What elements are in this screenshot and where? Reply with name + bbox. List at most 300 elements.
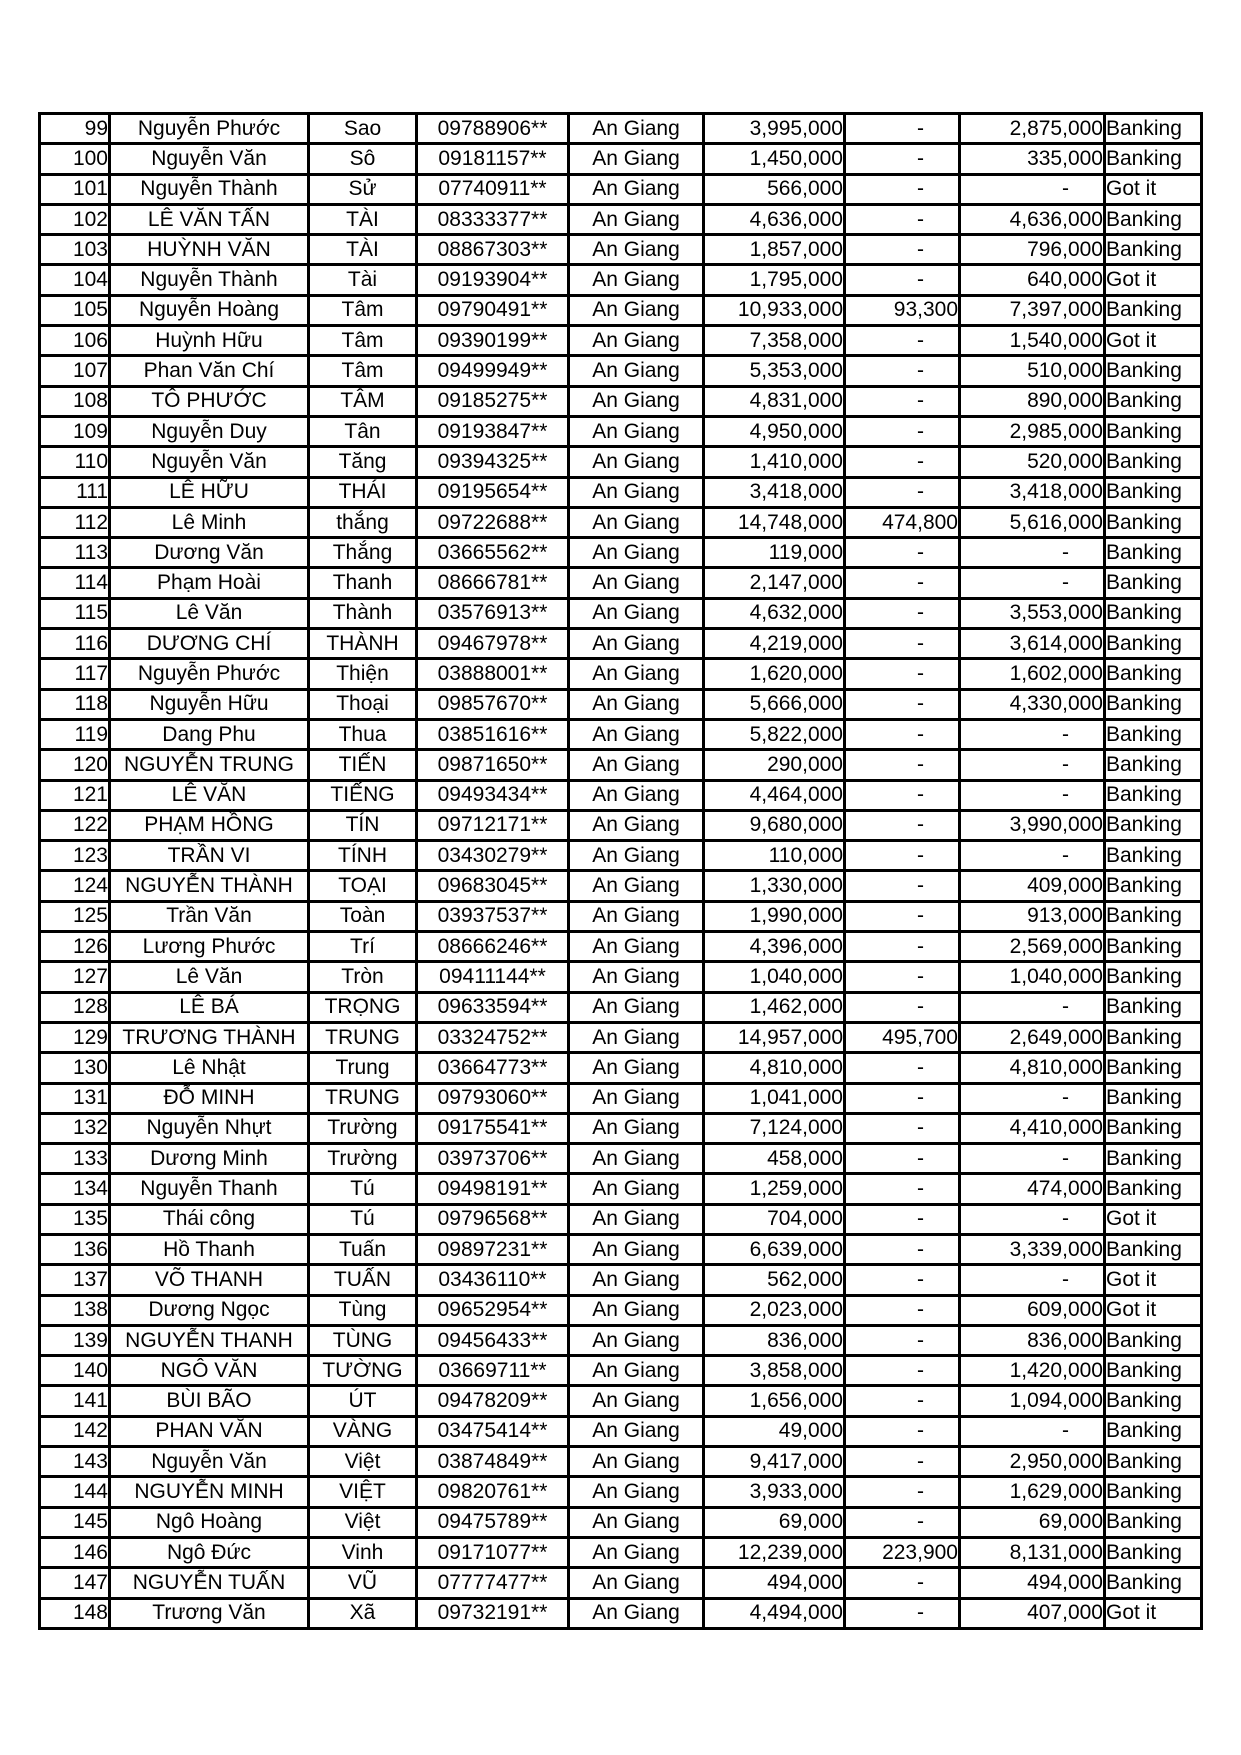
table-row — [40, 1507, 1202, 1537]
given-name-cell: Tú — [309, 1174, 417, 1204]
status-cell: Got it — [1105, 1265, 1202, 1295]
amount1-cell: 3,858,000 — [704, 1356, 845, 1386]
amount3-cell: 510,000 — [960, 356, 1105, 386]
family-name-cell: DƯƠNG CHÍ — [110, 629, 309, 659]
phone-cell: 03888001** — [417, 659, 569, 689]
table-row — [40, 962, 1202, 992]
row-number-cell: 116 — [40, 629, 110, 659]
given-name-cell: Tùng — [309, 1295, 417, 1325]
given-name-cell: VÀNG — [309, 1416, 417, 1446]
status-cell: Banking — [1105, 235, 1202, 265]
amount1-cell: 1,656,000 — [704, 1386, 845, 1416]
amount1-cell: 3,933,000 — [704, 1477, 845, 1507]
amount2-cell: - — [845, 1507, 960, 1537]
status-cell: Banking — [1105, 1053, 1202, 1083]
phone-cell: 08867303** — [417, 235, 569, 265]
table-row — [40, 841, 1202, 871]
row-number-cell: 109 — [40, 416, 110, 446]
family-name-cell: TÔ PHƯỚC — [110, 386, 309, 416]
province-cell: An Giang — [569, 1174, 704, 1204]
table-row — [40, 901, 1202, 931]
status-cell: Banking — [1105, 992, 1202, 1022]
amount3-cell: 2,649,000 — [960, 1022, 1105, 1052]
amount2-cell: - — [845, 1174, 960, 1204]
amount2-cell: - — [845, 326, 960, 356]
given-name-cell: Sô — [309, 144, 417, 174]
family-name-cell: Nguyễn Thành — [110, 265, 309, 295]
phone-cell: 09394325** — [417, 447, 569, 477]
amount1-cell: 1,040,000 — [704, 962, 845, 992]
phone-cell: 09175541** — [417, 1113, 569, 1143]
province-cell: An Giang — [569, 1386, 704, 1416]
phone-cell: 08666781** — [417, 568, 569, 598]
phone-cell: 09193847** — [417, 416, 569, 446]
table-row — [40, 689, 1202, 719]
given-name-cell: TÀI — [309, 235, 417, 265]
amount3-cell: 7,397,000 — [960, 295, 1105, 325]
amount3-cell: 2,569,000 — [960, 932, 1105, 962]
family-name-cell: ĐỖ MINH — [110, 1083, 309, 1113]
table-row — [40, 598, 1202, 628]
family-name-cell: LÊ VĂN — [110, 780, 309, 810]
province-cell: An Giang — [569, 719, 704, 749]
family-name-cell: Hồ Thanh — [110, 1234, 309, 1264]
phone-cell: 09478209** — [417, 1386, 569, 1416]
amount3-cell: 1,540,000 — [960, 326, 1105, 356]
phone-cell: 09732191** — [417, 1598, 569, 1628]
province-cell: An Giang — [569, 144, 704, 174]
amount3-cell: 2,985,000 — [960, 416, 1105, 446]
given-name-cell: TIẾNG — [309, 780, 417, 810]
row-number-cell: 114 — [40, 568, 110, 598]
phone-cell: 03973706** — [417, 1144, 569, 1174]
given-name-cell: Việt — [309, 1507, 417, 1537]
given-name-cell: TÍNH — [309, 841, 417, 871]
table-row — [40, 1447, 1202, 1477]
family-name-cell: PHAN VĂN — [110, 1416, 309, 1446]
given-name-cell: Sao — [309, 114, 417, 144]
amount2-cell: - — [845, 659, 960, 689]
table-row — [40, 1386, 1202, 1416]
given-name-cell: ÚT — [309, 1386, 417, 1416]
province-cell: An Giang — [569, 447, 704, 477]
status-cell: Banking — [1105, 477, 1202, 507]
amount2-cell: - — [845, 1204, 960, 1234]
family-name-cell: Phan Văn Chí — [110, 356, 309, 386]
status-cell: Banking — [1105, 780, 1202, 810]
amount3-cell: - — [960, 750, 1105, 780]
table-row — [40, 1204, 1202, 1234]
amount1-cell: 10,933,000 — [704, 295, 845, 325]
amount1-cell: 9,680,000 — [704, 810, 845, 840]
row-number-cell: 148 — [40, 1598, 110, 1628]
table-row — [40, 1537, 1202, 1567]
given-name-cell: Thanh — [309, 568, 417, 598]
status-cell: Banking — [1105, 1507, 1202, 1537]
amount1-cell: 1,990,000 — [704, 901, 845, 931]
family-name-cell: Nguyễn Văn — [110, 144, 309, 174]
table-row — [40, 235, 1202, 265]
amount2-cell: - — [845, 114, 960, 144]
phone-cell: 09467978** — [417, 629, 569, 659]
status-cell: Banking — [1105, 1325, 1202, 1355]
given-name-cell: Tròn — [309, 962, 417, 992]
given-name-cell: Tuấn — [309, 1234, 417, 1264]
row-number-cell: 134 — [40, 1174, 110, 1204]
given-name-cell: Tài — [309, 265, 417, 295]
province-cell: An Giang — [569, 507, 704, 537]
amount1-cell: 110,000 — [704, 841, 845, 871]
row-number-cell: 133 — [40, 1144, 110, 1174]
status-cell: Banking — [1105, 901, 1202, 931]
amount3-cell: 4,810,000 — [960, 1053, 1105, 1083]
phone-cell: 09411144** — [417, 962, 569, 992]
amount1-cell: 14,957,000 — [704, 1022, 845, 1052]
table-row — [40, 447, 1202, 477]
amount2-cell: - — [845, 962, 960, 992]
row-number-cell: 119 — [40, 719, 110, 749]
row-number-cell: 136 — [40, 1234, 110, 1264]
province-cell: An Giang — [569, 1416, 704, 1446]
phone-cell: 09712171** — [417, 810, 569, 840]
table-row — [40, 1295, 1202, 1325]
phone-cell: 03669711** — [417, 1356, 569, 1386]
amount2-cell: - — [845, 1477, 960, 1507]
amount1-cell: 566,000 — [704, 174, 845, 204]
family-name-cell: NGUYỄN MINH — [110, 1477, 309, 1507]
row-number-cell: 115 — [40, 598, 110, 628]
province-cell: An Giang — [569, 1113, 704, 1143]
row-number-cell: 101 — [40, 174, 110, 204]
row-number-cell: 129 — [40, 1022, 110, 1052]
amount3-cell: 609,000 — [960, 1295, 1105, 1325]
amount2-cell: - — [845, 1568, 960, 1598]
amount3-cell: 407,000 — [960, 1598, 1105, 1628]
table-row — [40, 932, 1202, 962]
row-number-cell: 135 — [40, 1204, 110, 1234]
phone-cell: 09796568** — [417, 1204, 569, 1234]
amount2-cell: - — [845, 841, 960, 871]
amount2-cell: - — [845, 719, 960, 749]
amount1-cell: 4,632,000 — [704, 598, 845, 628]
family-name-cell: Dương Văn — [110, 538, 309, 568]
row-number-cell: 140 — [40, 1356, 110, 1386]
table-row — [40, 1416, 1202, 1446]
amount2-cell: - — [845, 750, 960, 780]
family-name-cell: Dương Minh — [110, 1144, 309, 1174]
table-row — [40, 750, 1202, 780]
status-cell: Banking — [1105, 598, 1202, 628]
status-cell: Banking — [1105, 204, 1202, 234]
amount2-cell: - — [845, 1234, 960, 1264]
given-name-cell: Xã — [309, 1598, 417, 1628]
amount2-cell: - — [845, 204, 960, 234]
amount3-cell: 69,000 — [960, 1507, 1105, 1537]
amount2-cell: - — [845, 810, 960, 840]
province-cell: An Giang — [569, 326, 704, 356]
given-name-cell: TRUNG — [309, 1083, 417, 1113]
amount2-cell: - — [845, 1083, 960, 1113]
province-cell: An Giang — [569, 1234, 704, 1264]
status-cell: Banking — [1105, 1113, 1202, 1143]
given-name-cell: Tâm — [309, 326, 417, 356]
status-cell: Banking — [1105, 1144, 1202, 1174]
amount1-cell: 3,418,000 — [704, 477, 845, 507]
province-cell: An Giang — [569, 841, 704, 871]
province-cell: An Giang — [569, 568, 704, 598]
given-name-cell: TÙNG — [309, 1325, 417, 1355]
row-number-cell: 102 — [40, 204, 110, 234]
status-cell: Banking — [1105, 507, 1202, 537]
amount3-cell: - — [960, 1204, 1105, 1234]
phone-cell: 09788906** — [417, 114, 569, 144]
row-number-cell: 103 — [40, 235, 110, 265]
given-name-cell: THÀNH — [309, 629, 417, 659]
given-name-cell: Trường — [309, 1113, 417, 1143]
family-name-cell: Nguyễn Hữu — [110, 689, 309, 719]
amount3-cell: 2,950,000 — [960, 1447, 1105, 1477]
phone-cell: 09722688** — [417, 507, 569, 537]
family-name-cell: Nguyễn Văn — [110, 447, 309, 477]
amount1-cell: 4,831,000 — [704, 386, 845, 416]
amount3-cell: 3,990,000 — [960, 810, 1105, 840]
family-name-cell: Nguyễn Hoàng — [110, 295, 309, 325]
given-name-cell: TÍN — [309, 810, 417, 840]
amount3-cell: - — [960, 780, 1105, 810]
amount2-cell: - — [845, 235, 960, 265]
amount3-cell: 409,000 — [960, 871, 1105, 901]
amount2-cell: - — [845, 416, 960, 446]
given-name-cell: Toàn — [309, 901, 417, 931]
province-cell: An Giang — [569, 1265, 704, 1295]
row-number-cell: 132 — [40, 1113, 110, 1143]
table-row — [40, 295, 1202, 325]
given-name-cell: Thiện — [309, 659, 417, 689]
row-number-cell: 130 — [40, 1053, 110, 1083]
amount3-cell: 796,000 — [960, 235, 1105, 265]
family-name-cell: Lê Văn — [110, 962, 309, 992]
amount2-cell: - — [845, 144, 960, 174]
table-row — [40, 1325, 1202, 1355]
amount3-cell: 2,875,000 — [960, 114, 1105, 144]
given-name-cell: Tâm — [309, 356, 417, 386]
table-row — [40, 114, 1202, 144]
amount2-cell: - — [845, 1325, 960, 1355]
amount1-cell: 4,396,000 — [704, 932, 845, 962]
given-name-cell: THÁI — [309, 477, 417, 507]
table-row — [40, 204, 1202, 234]
given-name-cell: Tăng — [309, 447, 417, 477]
row-number-cell: 106 — [40, 326, 110, 356]
province-cell: An Giang — [569, 1507, 704, 1537]
table-row — [40, 810, 1202, 840]
given-name-cell: Tân — [309, 416, 417, 446]
amount2-cell: - — [845, 1386, 960, 1416]
phone-cell: 08333377** — [417, 204, 569, 234]
province-cell: An Giang — [569, 1537, 704, 1567]
status-cell: Banking — [1105, 1083, 1202, 1113]
province-cell: An Giang — [569, 598, 704, 628]
province-cell: An Giang — [569, 1356, 704, 1386]
family-name-cell: LÊ HỮU — [110, 477, 309, 507]
phone-cell: 09652954** — [417, 1295, 569, 1325]
family-name-cell: Dang Phu — [110, 719, 309, 749]
province-cell: An Giang — [569, 1053, 704, 1083]
amount1-cell: 1,795,000 — [704, 265, 845, 295]
row-number-cell: 108 — [40, 386, 110, 416]
province-cell: An Giang — [569, 1295, 704, 1325]
family-name-cell: Nguyễn Văn — [110, 1447, 309, 1477]
status-cell: Got it — [1105, 1204, 1202, 1234]
phone-cell: 09897231** — [417, 1234, 569, 1264]
family-name-cell: VÕ THANH — [110, 1265, 309, 1295]
province-cell: An Giang — [569, 235, 704, 265]
province-cell: An Giang — [569, 1325, 704, 1355]
table-row — [40, 1356, 1202, 1386]
status-cell: Banking — [1105, 568, 1202, 598]
province-cell: An Giang — [569, 538, 704, 568]
province-cell: An Giang — [569, 629, 704, 659]
row-number-cell: 131 — [40, 1083, 110, 1113]
given-name-cell: TOẠI — [309, 871, 417, 901]
phone-cell: 03851616** — [417, 719, 569, 749]
amount2-cell: - — [845, 1144, 960, 1174]
status-cell: Banking — [1105, 1356, 1202, 1386]
phone-cell: 03665562** — [417, 538, 569, 568]
province-cell: An Giang — [569, 295, 704, 325]
phone-cell: 03430279** — [417, 841, 569, 871]
amount1-cell: 5,666,000 — [704, 689, 845, 719]
amount3-cell: 836,000 — [960, 1325, 1105, 1355]
row-number-cell: 113 — [40, 538, 110, 568]
amount2-cell: 474,800 — [845, 507, 960, 537]
amount1-cell: 3,995,000 — [704, 114, 845, 144]
status-cell: Got it — [1105, 1295, 1202, 1325]
phone-cell: 09499949** — [417, 356, 569, 386]
row-number-cell: 128 — [40, 992, 110, 1022]
status-cell: Banking — [1105, 629, 1202, 659]
status-cell: Banking — [1105, 750, 1202, 780]
amount2-cell: - — [845, 1356, 960, 1386]
given-name-cell: Việt — [309, 1447, 417, 1477]
given-name-cell: Trung — [309, 1053, 417, 1083]
table-row — [40, 477, 1202, 507]
amount1-cell: 14,748,000 — [704, 507, 845, 537]
province-cell: An Giang — [569, 932, 704, 962]
table-row — [40, 326, 1202, 356]
family-name-cell: Lê Minh — [110, 507, 309, 537]
status-cell: Banking — [1105, 1416, 1202, 1446]
family-name-cell: Nguyễn Thanh — [110, 1174, 309, 1204]
amount3-cell: 913,000 — [960, 901, 1105, 931]
province-cell: An Giang — [569, 750, 704, 780]
table-row — [40, 1265, 1202, 1295]
amount3-cell: 8,131,000 — [960, 1537, 1105, 1567]
table-row — [40, 1144, 1202, 1174]
given-name-cell: Tâm — [309, 295, 417, 325]
amount1-cell: 9,417,000 — [704, 1447, 845, 1477]
row-number-cell: 100 — [40, 144, 110, 174]
amount3-cell: - — [960, 992, 1105, 1022]
amount3-cell: 1,602,000 — [960, 659, 1105, 689]
phone-cell: 09683045** — [417, 871, 569, 901]
family-name-cell: LÊ VĂN TẤN — [110, 204, 309, 234]
family-name-cell: Nguyễn Nhựt — [110, 1113, 309, 1143]
table-row — [40, 780, 1202, 810]
amount2-cell: 495,700 — [845, 1022, 960, 1052]
phone-cell: 09871650** — [417, 750, 569, 780]
given-name-cell: Thành — [309, 598, 417, 628]
family-name-cell: Lê Nhật — [110, 1053, 309, 1083]
given-name-cell: TUẤN — [309, 1265, 417, 1295]
status-cell: Banking — [1105, 144, 1202, 174]
phone-cell: 09181157** — [417, 144, 569, 174]
status-cell: Banking — [1105, 841, 1202, 871]
status-cell: Banking — [1105, 416, 1202, 446]
phone-cell: 09193904** — [417, 265, 569, 295]
province-cell: An Giang — [569, 1447, 704, 1477]
phone-cell: 03436110** — [417, 1265, 569, 1295]
amount1-cell: 49,000 — [704, 1416, 845, 1446]
amount3-cell: 1,040,000 — [960, 962, 1105, 992]
phone-cell: 03324752** — [417, 1022, 569, 1052]
amount1-cell: 7,124,000 — [704, 1113, 845, 1143]
family-name-cell: Dương Ngọc — [110, 1295, 309, 1325]
given-name-cell: TÂM — [309, 386, 417, 416]
amount1-cell: 4,950,000 — [704, 416, 845, 446]
amount2-cell: - — [845, 1265, 960, 1295]
amount3-cell: 3,614,000 — [960, 629, 1105, 659]
table-row — [40, 1022, 1202, 1052]
table-row — [40, 538, 1202, 568]
row-number-cell: 127 — [40, 962, 110, 992]
row-number-cell: 105 — [40, 295, 110, 325]
phone-cell: 09195654** — [417, 477, 569, 507]
row-number-cell: 122 — [40, 810, 110, 840]
table-rows — [40, 114, 1202, 1629]
status-cell: Banking — [1105, 689, 1202, 719]
status-cell: Banking — [1105, 659, 1202, 689]
amount1-cell: 2,023,000 — [704, 1295, 845, 1325]
province-cell: An Giang — [569, 174, 704, 204]
status-cell: Banking — [1105, 871, 1202, 901]
family-name-cell: Trần Văn — [110, 901, 309, 931]
amount3-cell: 474,000 — [960, 1174, 1105, 1204]
amount3-cell: - — [960, 568, 1105, 598]
province-cell: An Giang — [569, 1083, 704, 1113]
given-name-cell: Thoại — [309, 689, 417, 719]
province-cell: An Giang — [569, 386, 704, 416]
family-name-cell: Lương Phước — [110, 932, 309, 962]
province-cell: An Giang — [569, 204, 704, 234]
table-row — [40, 659, 1202, 689]
family-name-cell: Lê Văn — [110, 598, 309, 628]
amount2-cell: - — [845, 1113, 960, 1143]
phone-cell: 09390199** — [417, 326, 569, 356]
phone-cell: 07777477** — [417, 1568, 569, 1598]
status-cell: Banking — [1105, 1568, 1202, 1598]
phone-cell: 03874849** — [417, 1447, 569, 1477]
status-cell: Banking — [1105, 932, 1202, 962]
amount1-cell: 1,450,000 — [704, 144, 845, 174]
province-cell: An Giang — [569, 1022, 704, 1052]
row-number-cell: 138 — [40, 1295, 110, 1325]
amount3-cell: 5,616,000 — [960, 507, 1105, 537]
status-cell: Banking — [1105, 447, 1202, 477]
family-name-cell: PHẠM HỒNG — [110, 810, 309, 840]
status-cell: Got it — [1105, 265, 1202, 295]
row-number-cell: 143 — [40, 1447, 110, 1477]
